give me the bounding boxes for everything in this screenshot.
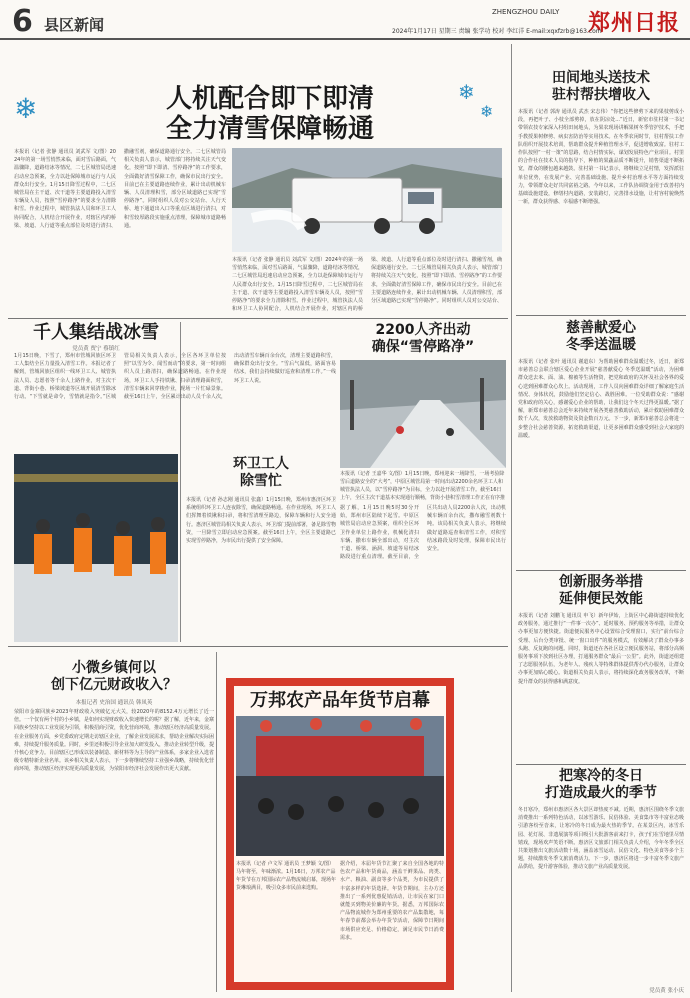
article-title-line2: 确保“雪停路净” (371, 339, 475, 355)
section-divider (8, 318, 508, 319)
article-title-line2: 驻村帮扶增收入 (552, 87, 650, 103)
article-title-line1: 2200人齐出动 (375, 322, 471, 338)
article-body: 本报讯（记者 孙志刚 通讯员 张鑫）1月15日晚，郑州市惠济区环卫系统组织环卫工人连夜除雪，确保道路畅通。在作业现场，环卫工人们挥舞着铁锹和扫帚，将积雪清理至路边，保障车辆和行人安全通行。惠济区城管局相关负责人表示，环卫部门提前部署，备足除雪物资，一旦降雪立即启动应急预案。截至16日上午，全区主要道路已实现雪停路净，为市民出行提供了安全保障。 (186, 497, 336, 545)
snowflake-icon: ❄ (480, 102, 494, 121)
article-title-line1: 小微乡镇何以 (72, 660, 156, 676)
paper-english-name: ZHENGZHOU DAILY (492, 8, 560, 16)
article-title-line2: 除雪忙 (240, 473, 282, 489)
workers-clearing-snow-photo (14, 454, 178, 642)
article-body: 本报讯（记者 张叶 通讯员 谢道东）为帮助困难群众温暖过冬，近日，新郑市慈善总会联合辖区爱心企业开展“慈善献爱心 冬季送温暖”活动，为困难群众送去米、面、油、棉被等生活物资，把党和政府的关怀及社会各界的爱心送到困难群众心坎上。活动现场，工作人员向困难群众详细了解家庭生活情况、身体状况，鼓励他们坚定信心、战胜困难。一位受助群众说：“感谢党和政府的关心，感谢爱心企业的帮助，让我们这个冬天过得更温暖。”据了解，新郑市慈善总会近年来持续开展各类慈善救助活动，累计救助困难群众数千人次，发放救助物资及资金数百万元。下一步，新郑市慈善总会将进一步整合社会慈善资源，拓宽救助渠道，让更多困难群众感受到社会大家庭的温暖。 (518, 359, 684, 439)
section-divider (516, 570, 686, 571)
snowy-road-photo (340, 360, 506, 468)
section-name: 县区新闻 (44, 16, 105, 34)
article-body: 据了解，1月15日晚5时30分开始，郑州市区陆续下起雪。中原区城管局启动应急预案，组织全区环卫作业单位上路作业，机械化清扫车辆、撒布车辆全部出动，对主次干道、桥梁、涵洞、坡道等易结冰路段进行重点清理。截至目前，全区共出动人员2200余人次，出动机械车辆百余台次，撒布融雪剂数十吨。该局相关负责人表示，将继续做好道路巡查和清雪工作，对积雪结冰路段及时处理，保障市民出行安全。 (340, 505, 506, 561)
snow-truck-photo (232, 148, 502, 252)
snowflake-icon: ❄ (14, 92, 38, 125)
section-divider (8, 646, 508, 647)
issue-meta: 2024年1月17日 星期三 责编 张学功 校对 李红洋 E-mail:xqxfzrb@163.com (392, 28, 602, 35)
masthead-logo: 郑州日报 (587, 10, 680, 36)
market-crowd-photo (236, 716, 444, 856)
article-title-line1: 把寒冷的冬日 (559, 768, 643, 784)
article-title-line1: 环卫工人 (233, 456, 289, 472)
article-byline: 党员黄 贾宁 蔡镇红 (72, 346, 120, 352)
article-body: 据介绍，本届年货节汇聚了来自全国各地的特色农产品和年货商品，涵盖干鲜果品、肉类、水产、粮油、副食等多个品类，为市民提供了丰富多样的年货选择。年货节期间，主办方还推出了一系列优惠促销活动，让市民在家门口就能买到物美价廉的年货。据悉，万邦国际农产品物流城作为郑州重要的农产品集散地，每年春节前都会举办年货节活动，保障节日期间市场供应充足、价格稳定，满足市民节日消费需求。 (340, 861, 444, 941)
article-body: 荥阳市金寨回族乡2023年财政收入突破亿元大关，较2020年的8152.4万元增长了近一倍。一个仅有两个村的小乡镇，是如何实现财政收入快速增长的呢？据了解，近年来，金寨回族乡坚持以工业发展为引领，积极招商引资，优化营商环境，推动辖区经济高质量发展。在企业服务方面，乡党委政府定期走访辖区企业，了解企业发展需求，帮助企业解决实际困难，持续提升服务质量。同时，乡里还积极引导企业加大研发投入，推动企业转型升级，提升核心竞争力。目前辖区已形成以装备制造、新材料等为主导的产业体系，多家企业入选省级专精特新企业名单。该乡相关负责人表示，下一步将继续坚持工业强乡战略，持续优化营商环境，推动辖区经济实现更高质量发展，为荥阳市经济社会发展作出更大贡献。 (14, 709, 214, 773)
photo-caption: 本报讯（记者 卢文军 通讯员 王梦颖 文/图）马年将至，年味渐浓。1月16日，万邦农产品年货节在万邦国际农产品物流城启幕，现场年货琳琅满目，吸引众多市民前来选购。 (236, 861, 336, 891)
article-title-line1: 创新服务举措 (559, 574, 643, 590)
article-byline: 党员黄 张小庆 (649, 988, 684, 994)
article-body: 1月15日晚，下雪了，郑州市管城回族区环卫工人集结全区力量投入清雪工作。本报记者了解到，管城回族区组织一线环卫工人、城管执法人员、志愿者等千余人上路作业，对主次干道、背街小巷、桥梁坡道等区域开展清雪除冰行动。“下雪就是命令，雪情就是指令。”区城管局相关负责人表示，全区各环卫单位按照“以雪为令、闻雪而动”的要求，第一时间组织人员上路清扫，确保道路畅通。在作业现场，环卫工人手持铁锹、扫帚清理路面积雪，清雪车辆来回穿梭作业，现场一片忙碌景象。截至16日上午，全区累计出动人员千余人次，出动清雪车辆百余台次，清理主要道路积雪，确保群众出行安全。“雪后气温低，路面容易结冰，我们会持续做好巡查和清理工作。”一线环卫工人说。 (14, 353, 336, 401)
lead-title-line1: 人机配合即下即清 (165, 84, 374, 114)
article-title-line1: 田间地头送技术 (552, 70, 650, 86)
article-title-line2: 打造成最火的季节 (545, 785, 657, 801)
section-divider (516, 315, 686, 316)
article-title-line1: 慈善献爱心 (566, 320, 636, 336)
lead-body-continued: 本报讯（记者 张静 通讯员 刘武军 文/图）2024年的第一场雪悄然来临，面对雪后路面，气温骤降，道路结冰等情况，二七区城管局迅速启动应急预案，全力以赴保障城市运行与人民群众出行安全。1月15日降雪过程中，二七区城管局在主干道、次干道等主要道路投入清雪车辆及人员，按照“雪停路净”的要求全力清除积雪。作业过程中，城管执法人员和环卫工人协同配合，人机结合开展作业，对辖区内的桥梁、坡道、人行道等重点部位及时进行清扫、撒融雪剂，确保道路通行安全。二七区城管局相关负责人表示，城管部门将持续关注天气变化，按照“即下即清、雪停路净”的工作要求，全面做好清雪保障工作，确保市民出行安全。目前已在主要道路连续作业，累计出动机械车辆、人员清理积雪，部分区域道路已实现“雪停路净”。同时组织人员对公交站台、 (232, 257, 502, 313)
lead-body: 本报讯（记者 张静 通讯员 刘武军 文/图）2024年的第一场雪悄然来临，面对雪后路面，气温骤降，道路结冰等情况，二七区城管局迅速启动应急预案，全力以赴保障城市运行与人民群众出行安全。1月15日降雪过程中，二七区城管局在主干道、次干道等主要道路投入清雪车辆及人员，按照“雪停路净”的要求全力清除积雪。作业过程中，城管执法人员和环卫工人协同配合，人机结合开展作业，对辖区内的桥梁、坡道、人行道等重点部位及时进行清扫、撒融雪剂，确保道路通行安全。二七区城管局相关负责人表示，城管部门将持续关注天气变化，按照“即下即清、雪停路净”的工作要求，全面做好清雪保障工作，确保市民出行安全。目前已在主要道路连续作业，累计出动机械车辆、人员清理积雪，部分区域道路已实现“雪停路净”。同时组织人员对公交站台、人行天桥、地下通道出入口等重点区域进行清扫，对积雪较厚路段实施重点清理，保障城市道路畅通。 (14, 149, 226, 229)
column-divider (511, 44, 512, 992)
page-number: 6 (12, 4, 33, 39)
article-title: 千人集结战冰雪 (33, 322, 159, 343)
article-body: 本报讯（记者 郭涛 通讯员 武杰 宋志伟）“你把这些修剪下来的果枝剪成小段，再把叶子、小枝全部剪掉，放在阴凉处...”近日，新密市驻村第一书记带领农技专家深入村组田间地头，为果农现场讲解果树冬季管护技术，手把手教授果树修剪、病虫害防治等实用技术。在冬季农闲时节，驻村帮扶工作队组织开展技术培训，帮助群众提升种植管理水平，促进增收致富。驻村工作队按照“一村一策”的思路，结合村情实际，谋划发展特色产业项目。村里的合作社在技术人员的指导下，种植的果蔬品质不断提升，销售渠道不断拓宽，群众的腰包越来越鼓。驻村第一书记表示，将继续立足村情，发挥派驻单位优势，在发展产业、完善基础设施、提升乡村治理水平等方面持续发力，带领群众走好共同富裕之路。今年以来，工作队协调资金用于改善村内基础设施建设，修缮村内道路，安装路灯，完善排水设施，让村容村貌焕然一新，群众获得感、幸福感不断增强。 (518, 109, 684, 206)
article-body: 冬日寒冷，郑州市惠济区各大景区却热度不减。近期，惠济区围绕冬季文旅消费推出一系列特色活动，以冰雪游乐、民俗体验、美食集市等丰富业态吸引游客纷至沓来，让寒冷的冬日成为最火热的季节。在某景区内，冰雪乐园、花灯展、非遗展演等项目吸引大批游客前来打卡，孩子们在雪地里尽情嬉戏，现场欢声笑语不断。惠济区文旅部门相关负责人介绍，今年冬季全区共策划推出文旅活动数十场，涵盖冰雪运动、民俗文化、特色美食等多个主题，持续激发冬季文旅消费活力。下一步，惠济区将进一步丰富冬季文旅产品供给，提升游客体验，推动文旅产业高质量发展。 (518, 807, 684, 871)
column-divider (216, 652, 217, 992)
snowflake-icon: ❄ (458, 80, 475, 104)
article-byline: 本报记者 史治国 通讯员 韩凤英 (75, 700, 153, 706)
article-body: 本报讯（记者 刘鹏飞 通讯员 申飞）新年伊始，上街区中心路街道持续优化政务服务，通过推行“一件事一次办”、延时服务、预约服务等举措，让群众办事更加方便快捷。街道便民服务中心设置综合受理窗口，实行“前台综合受理、后台分类审批、统一窗口出件”的服务模式，有效解决了群众办事多头跑、反复跑的问题。同时，街道还在各社区设立便民服务站，将部分高频服务事项下放到社区办理，打通服务群众“最后一公里”。此外，街道还组建了志愿服务队伍，为老年人、残疾人等特殊群体提供帮办代办服务，让群众办事更加贴心暖心。街道相关负责人表示，将持续深化政务服务改革，不断提升群众的获得感和满意度。 (518, 613, 684, 685)
section-divider (516, 764, 686, 765)
page-header (0, 0, 690, 40)
article-title-line2: 创下亿元财政收入？ (51, 677, 177, 693)
article-title-line2: 冬季送温暖 (566, 337, 636, 353)
article-title-line2: 延伸便民效能 (559, 591, 643, 607)
article-title: 万邦农产品年货节启幕 (250, 690, 430, 711)
photo-caption: 本报讯（记者 王嘉华 文/图）1月15日晚，郑州迎来一场降雪，一场考验降雪后道路安全的“大考”，中原区城管局第一时间出动2200余名环卫工人和城管执法人员，以“雪停路净”为目标，全力以赴开展清雪工作。截至16日上午，全区主次干道基本实现通行顺畅，背街小巷积雪清理工作正在有序推 (340, 471, 506, 501)
lead-title-line2: 全力清雪保障畅通 (165, 114, 374, 144)
